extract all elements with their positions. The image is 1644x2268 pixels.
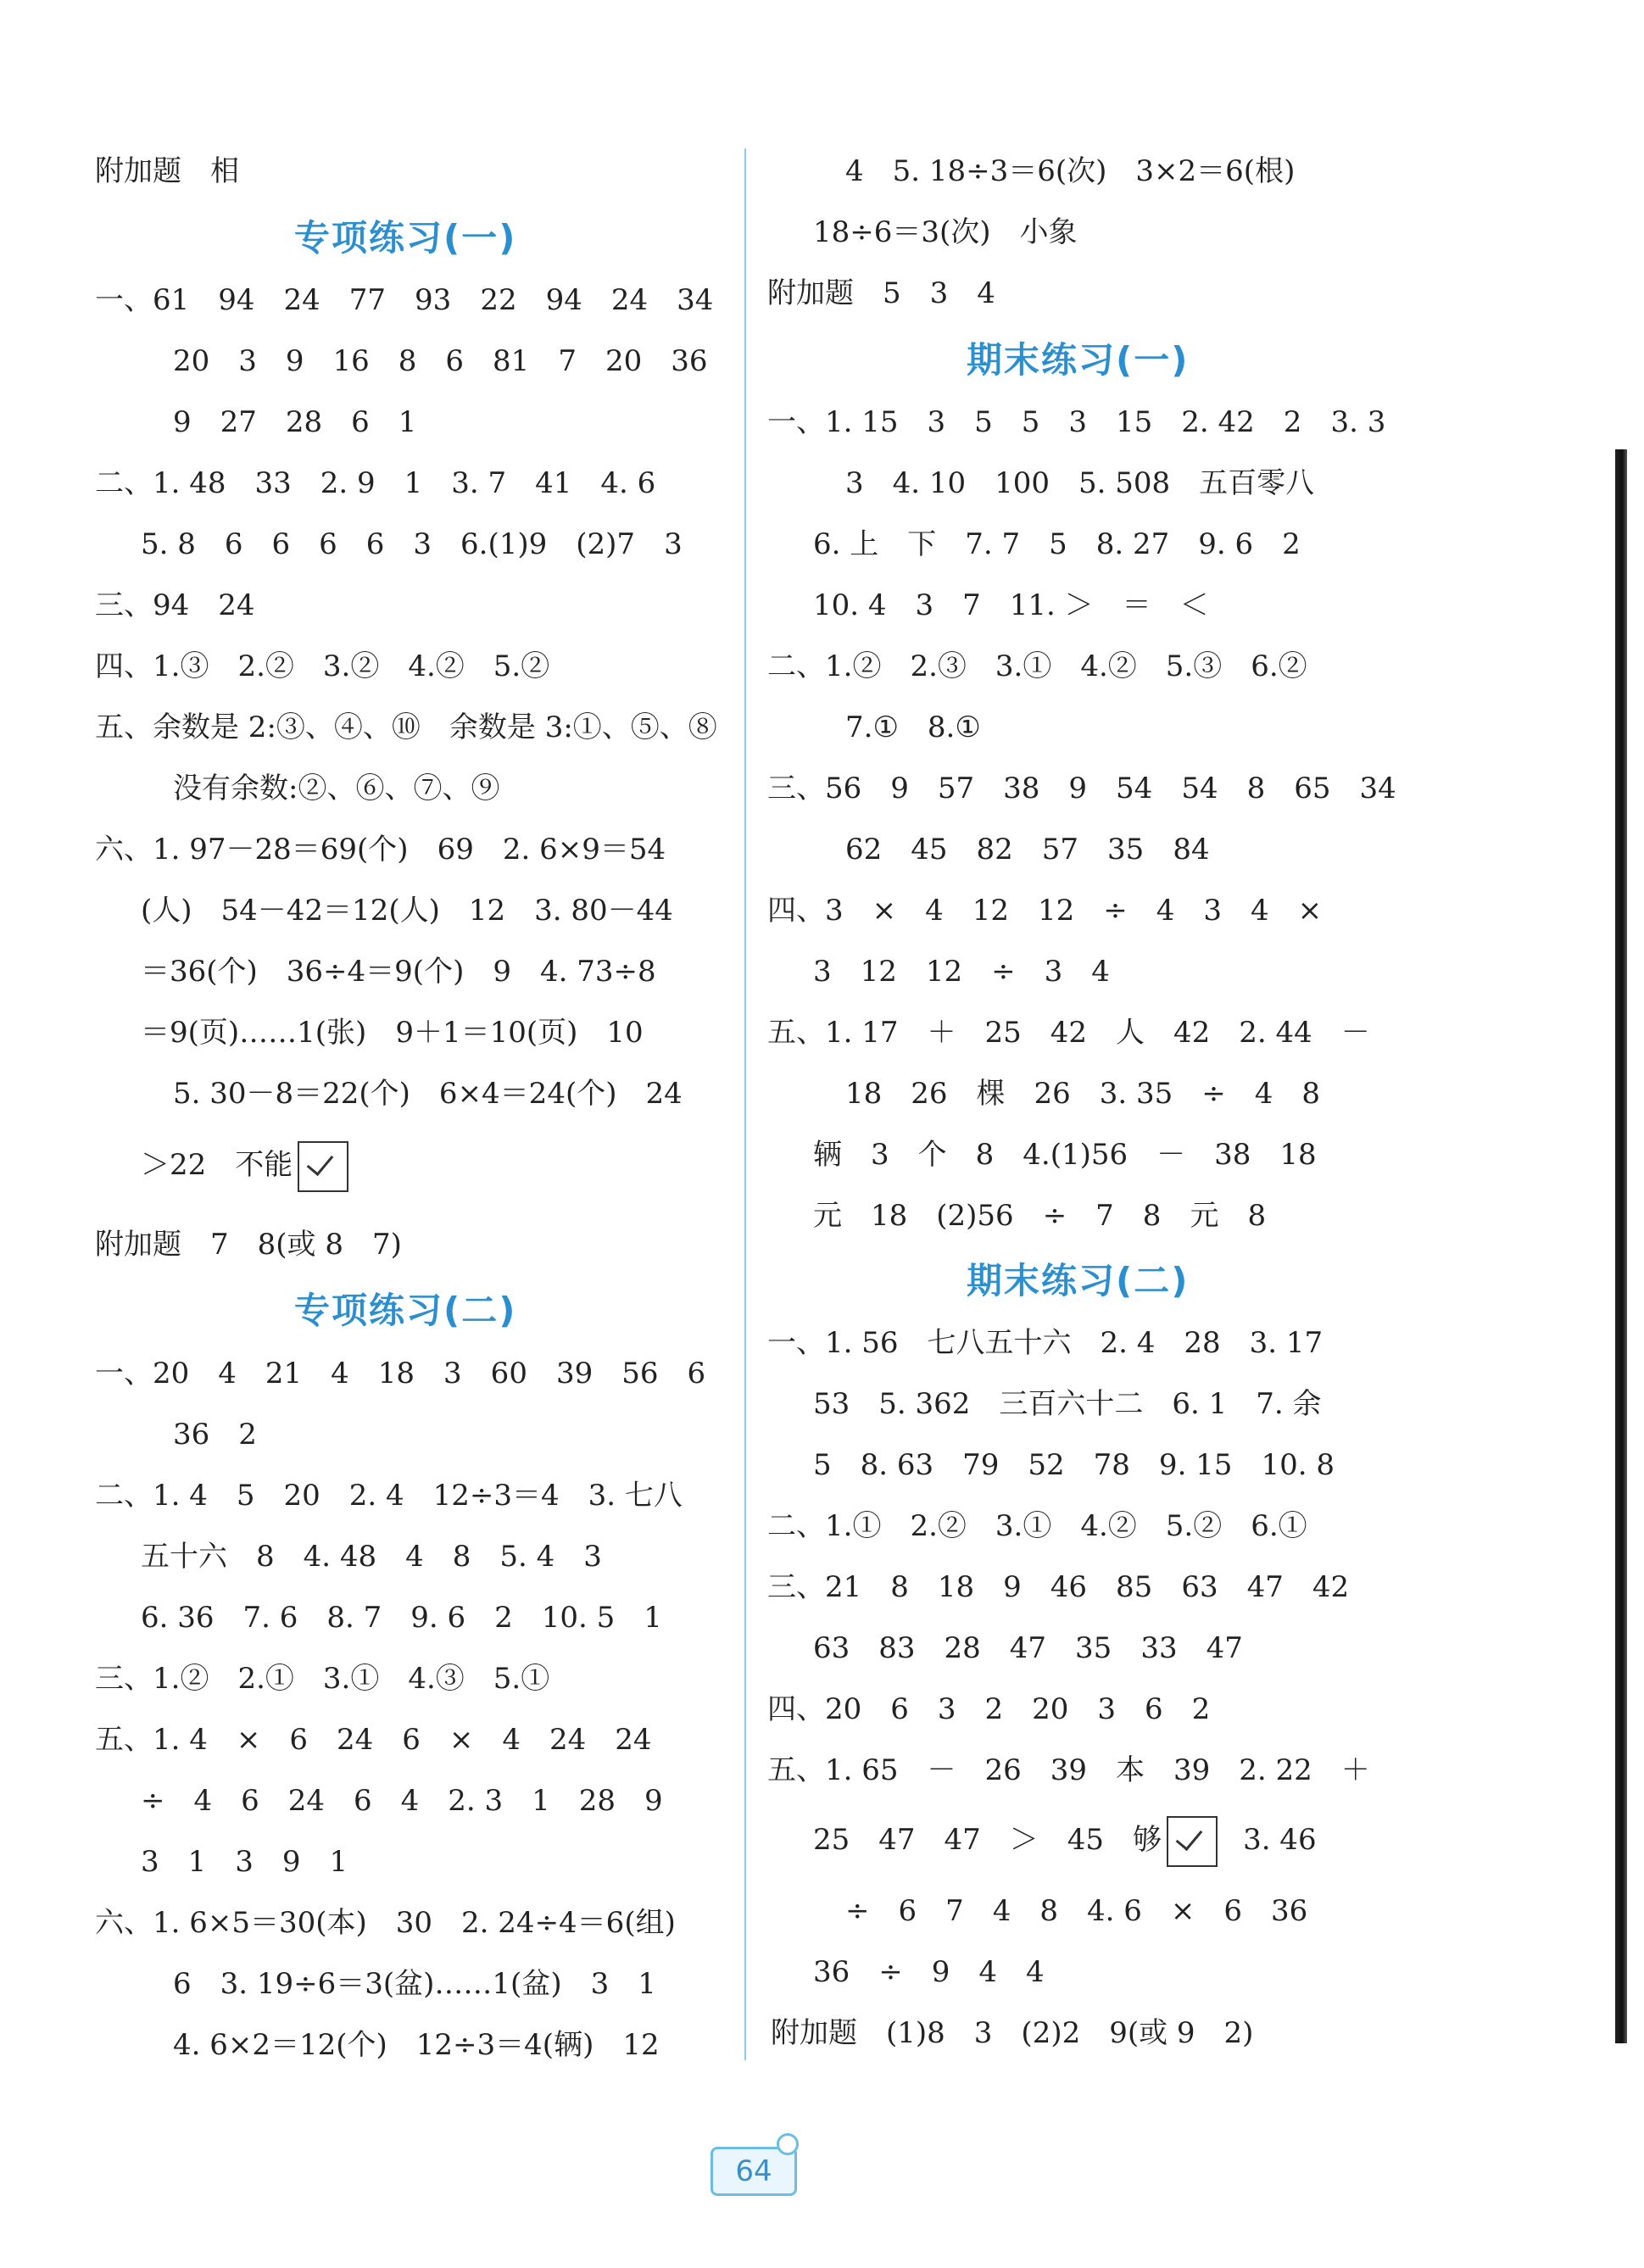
section-heading-special-2: 专项练习(二) <box>294 1290 517 1331</box>
page-badge-apple-icon <box>777 2133 799 2155</box>
answer-line: 20 3 9 16 8 6 81 7 20 36 <box>173 344 708 378</box>
answer-line: 五十六 8 4. 48 4 8 5. 4 3 <box>141 1540 602 1574</box>
answer-line: 六、1. 97－28＝69(个) 69 2. 6×9＝54 <box>95 833 666 867</box>
answer-line: 六、1. 6×5＝30(本) 30 2. 24÷4＝6(组) <box>95 1906 676 1940</box>
bonus-answer-line: 附加题 7 8(或 8 7) <box>95 1228 402 1262</box>
answer-line: 6 3. 19÷6＝3(盆)……1(盆) 3 1 <box>173 1967 656 2001</box>
answer-line: 一、61 94 24 77 93 22 94 24 34 <box>95 283 714 317</box>
answer-line: 二、1. 48 33 2. 9 1 3. 7 41 4. 6 <box>95 466 656 500</box>
section-heading-final-2: 期末练习(二) <box>967 1260 1190 1301</box>
answer-line: 3 12 12 ÷ 3 4 <box>813 955 1110 989</box>
answer-line: 四、20 6 3 2 20 3 6 2 <box>767 1692 1211 1726</box>
bonus-answer-line: 附加题 相 <box>95 154 239 188</box>
answer-line: 4 5. 18÷3＝6(次) 3×2＝6(根) <box>845 154 1296 188</box>
answer-line: (人) 54－42＝12(人) 12 3. 80－44 <box>141 894 673 928</box>
answer-line: 5. 8 6 6 6 6 3 6.(1)9 (2)7 3 <box>141 527 683 561</box>
answer-text: ＞22 不能 <box>141 1148 293 1182</box>
answer-line: 没有余数:②、⑥、⑦、⑨ <box>173 772 500 805</box>
answer-line: ÷ 6 7 4 8 4. 6 × 6 36 <box>845 1894 1308 1928</box>
answer-line: 4. 6×2＝12(个) 12÷3＝4(辆) 12 <box>173 2028 660 2062</box>
answer-line: 五、1. 65 － 26 39 本 39 2. 22 ＋ <box>767 1753 1370 1787</box>
answer-line-with-check <box>141 1138 348 1192</box>
answer-line: 10. 4 3 7 11. ＞ ＝ ＜ <box>813 588 1209 622</box>
answer-line: 一、1. 56 七八五十六 2. 4 28 3. 17 <box>767 1326 1324 1360</box>
column-divider <box>744 148 746 2060</box>
answer-line: 3 1 3 9 1 <box>141 1845 348 1879</box>
answer-line: 9 27 28 6 1 <box>173 405 417 439</box>
section-heading-final-1: 期末练习(一) <box>967 339 1190 381</box>
answer-line: 7.① 8.① <box>845 710 981 744</box>
bonus-answer-line: 附加题 (1)8 3 (2)2 9(或 9 2) <box>771 2016 1254 2050</box>
bonus-answer-line: 附加题 5 3 4 <box>767 276 995 310</box>
answer-line: 三、21 8 18 9 46 85 63 47 42 <box>767 1570 1350 1604</box>
answer-line: 二、1.② 2.③ 3.① 4.② 5.③ 6.② <box>767 649 1307 683</box>
section-heading-special-1: 专项练习(一) <box>294 217 517 259</box>
answer-line: 6. 上 下 7. 7 5 8. 27 9. 6 2 <box>813 527 1301 561</box>
answer-line: 6. 36 7. 6 8. 7 9. 6 2 10. 5 1 <box>141 1601 662 1635</box>
answer-line: 五、1. 4 × 6 24 6 × 4 24 24 <box>95 1723 652 1757</box>
checkmark-box-icon <box>298 1141 348 1192</box>
answer-line: 三、94 24 <box>95 588 255 622</box>
answer-line: 62 45 82 57 35 84 <box>845 833 1210 867</box>
answer-line: 63 83 28 47 35 33 47 <box>813 1631 1243 1665</box>
answer-line-with-check <box>813 1813 1317 1867</box>
answer-line: 一、20 4 21 4 18 3 60 39 56 6 <box>95 1357 706 1390</box>
answer-line: ＝36(个) 36÷4＝9(个) 9 4. 73÷8 <box>141 955 656 989</box>
checkmark-box-icon <box>1167 1816 1218 1867</box>
answer-line: 二、1. 4 5 20 2. 4 12÷3＝4 3. 七八 <box>95 1479 683 1513</box>
answer-text: 25 47 47 ＞ 45 够 <box>813 1823 1162 1857</box>
answer-line: 元 18 (2)56 ÷ 7 8 元 8 <box>813 1199 1267 1233</box>
answer-line: 18÷6＝3(次) 小象 <box>813 215 1078 249</box>
answer-line: 一、1. 15 3 5 5 3 15 2. 42 2 3. 3 <box>767 405 1386 439</box>
scanned-page-edge <box>1615 449 1627 2043</box>
answer-line: 四、1.③ 2.② 3.② 4.② 5.② <box>95 649 550 683</box>
answer-line: ÷ 4 6 24 6 4 2. 3 1 28 9 <box>141 1784 663 1818</box>
answer-line: 二、1.① 2.② 3.① 4.② 5.② 6.① <box>767 1509 1307 1543</box>
answer-line: 5 8. 63 79 52 78 9. 15 10. 8 <box>813 1448 1335 1482</box>
answer-line: 53 5. 362 三百六十二 6. 1 7. 余 <box>813 1387 1322 1421</box>
answer-line: 五、余数是 2:③、④、⑩ 余数是 3:①、⑤、⑧ <box>95 710 717 744</box>
answer-line: 36 2 <box>173 1418 257 1452</box>
answer-line: 5. 30－8＝22(个) 6×4＝24(个) 24 <box>173 1077 683 1111</box>
answer-line: 3 4. 10 100 5. 508 五百零八 <box>845 466 1315 500</box>
answer-line: 18 26 棵 26 3. 35 ÷ 4 8 <box>845 1077 1321 1111</box>
answer-line: 三、56 9 57 38 9 54 54 8 65 34 <box>767 772 1396 805</box>
answer-line: 辆 3 个 8 4.(1)56 － 38 18 <box>813 1138 1317 1172</box>
answer-line: 四、3 × 4 12 12 ÷ 4 3 4 × <box>767 894 1323 928</box>
page-number: 64 <box>711 2147 797 2196</box>
answer-line: 五、1. 17 ＋ 25 42 人 42 2. 44 － <box>767 1016 1370 1050</box>
answer-line: 三、1.② 2.① 3.① 4.③ 5.① <box>95 1662 550 1696</box>
answer-text: 3. 46 <box>1243 1823 1317 1857</box>
answer-line: ＝9(页)……1(张) 9＋1＝10(页) 10 <box>141 1016 644 1050</box>
answer-line: 36 ÷ 9 4 4 <box>813 1955 1045 1989</box>
